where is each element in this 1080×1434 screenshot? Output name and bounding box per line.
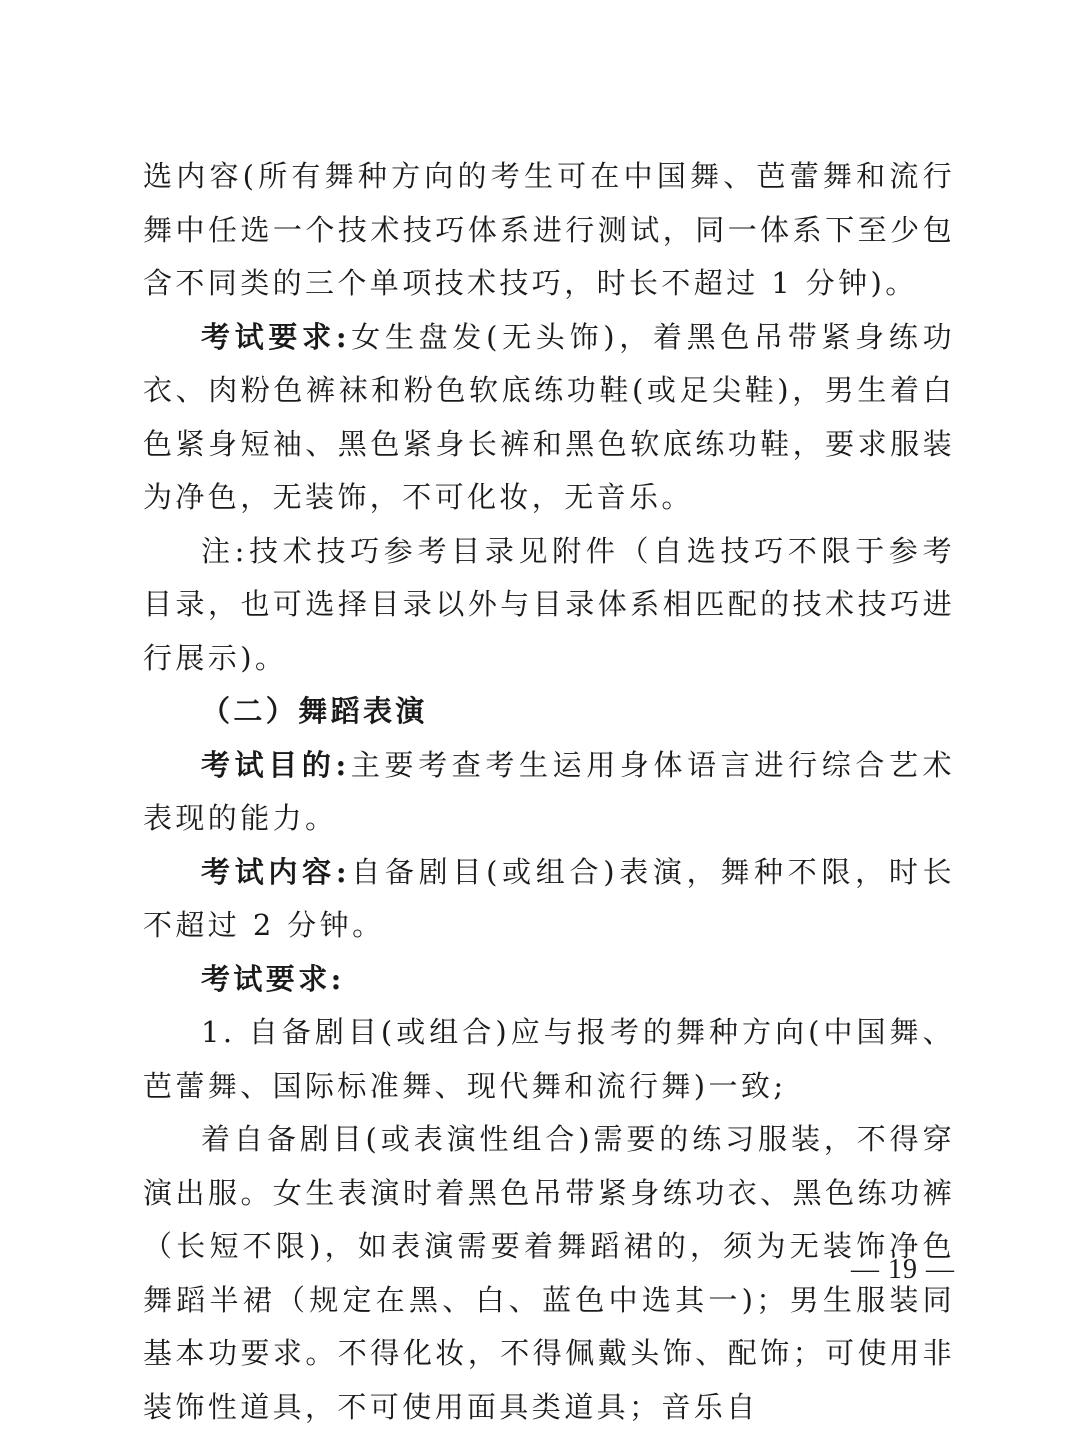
label-exam-requirements: 考试要求: (201, 319, 350, 354)
list-item-requirement-1: 1. 自备剧目(或组合)应与报考的舞种方向(中国舞、芭蕾舞、国际标准舞、现代舞和流行舞)一致; (143, 1015, 955, 1103)
label-exam-purpose: 考试目的: (201, 747, 350, 782)
label-exam-requirements-performance: 考试要求: (201, 961, 345, 996)
paragraph-exam-requirements-performance (143, 953, 955, 1007)
paragraph-continued-content: 选内容(所有舞种方向的考生可在中国舞、芭蕾舞和流行舞中任选一个技术技巧体系进行测试，同一体系下至少包含不同类的三个单项技术技巧，时长不超过 1 分钟)。 (143, 159, 955, 300)
text-exam-content: 自备剧目(或组合)表演，舞种不限，时长不超过 2 分钟。 (143, 854, 955, 942)
paragraph-costume-requirements: 着自备剧目(或表演性组合)需要的练习服装，不得穿演出服。女生表演时着黑色吊带紧身练功衣、黑色练功裤（长短不限)，如表演需要着舞蹈裙的，须为无装饰净色舞蹈半裙（规定在黑、白、蓝色中选其一)；男生服装同基本功要求。不得化妆，不得佩戴头饰、配饰；可使用非装饰性道具，不可使用面具类道具；音乐自 (143, 1122, 955, 1424)
label-exam-content: 考试内容: (201, 854, 350, 889)
paragraph-exam-purpose (143, 739, 955, 846)
text-exam-purpose: 主要考查考生运用身体语言进行综合艺术表现的能力。 (143, 747, 955, 835)
paragraph-exam-content (143, 846, 955, 953)
text-exam-requirements: 女生盘发(无头饰)，着黑色吊带紧身练功衣、肉粉色裤袜和粉色软底练功鞋(或足尖鞋)，男生着白色紧身短袖、黑色紧身长裤和黑色软底练功鞋，要求服装为净色，无装饰，不可化妆，无音乐。 (143, 319, 955, 514)
document-body (143, 150, 955, 1434)
paragraph-exam-requirements-basic (143, 311, 955, 525)
section-heading-dance-performance: （二）舞蹈表演 (201, 694, 428, 728)
page-number: — 19 — (851, 1254, 955, 1285)
paragraph-note: 注:技术技巧参考目录见附件（自选技巧不限于参考目录，也可选择目录以外与目录体系相匹配的技术技巧进行展示)。 (143, 533, 955, 675)
